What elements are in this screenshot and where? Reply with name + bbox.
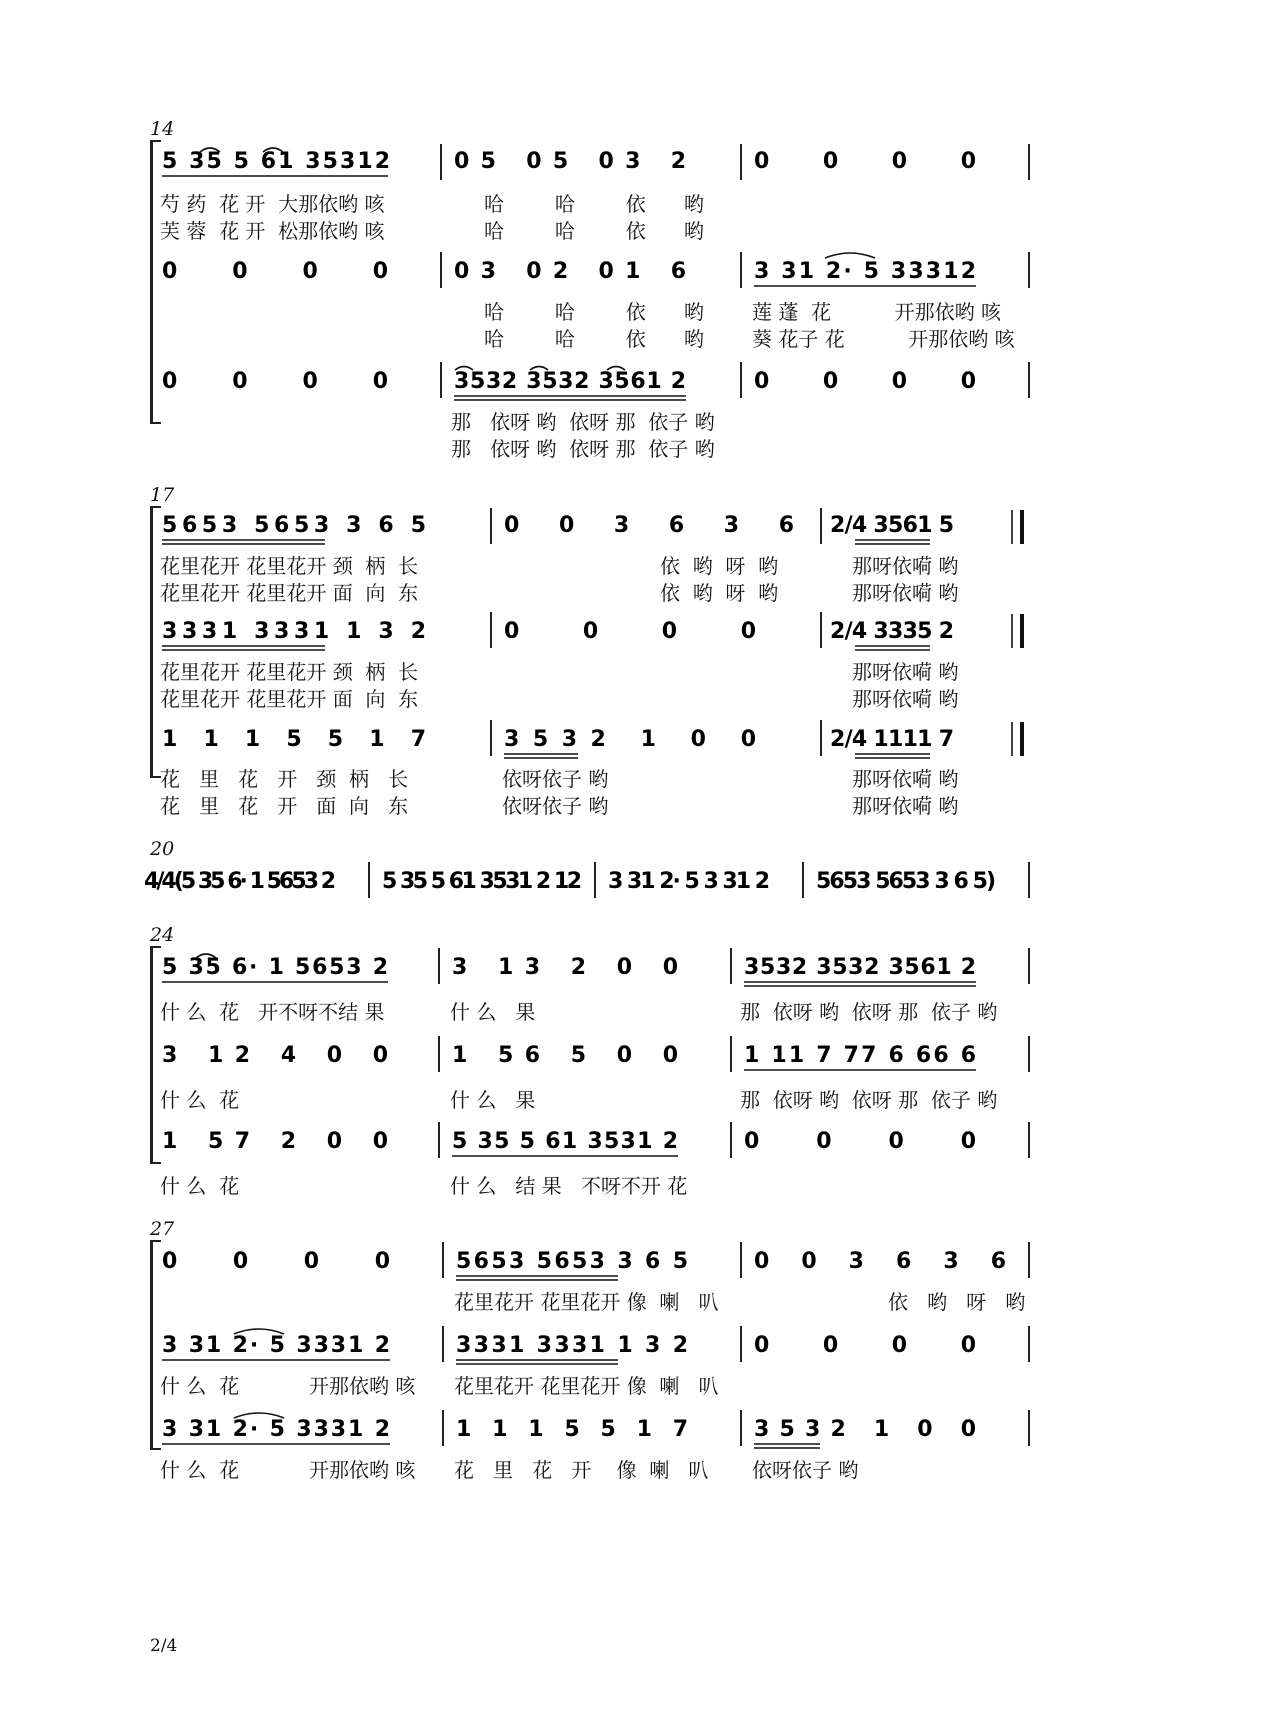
lyric-line: 花 里 花 开 颈 柄 长 xyxy=(160,767,409,791)
note-group: 3532 3532 3561 2 xyxy=(454,369,686,394)
lyric-line: 那呀依嗬 哟 xyxy=(852,660,959,684)
lyric-line: 依 哟 呀 哟 xyxy=(660,554,779,578)
lyric-line: 什 么 果 xyxy=(450,1088,536,1112)
lyric-line: 什 么 花 开那依哟 咳 xyxy=(160,1458,416,1482)
measure-number: 24 xyxy=(150,924,175,946)
notation-row xyxy=(0,838,1272,918)
lyric-line: 依呀依子 哟 xyxy=(752,1458,859,1482)
note-group: 0 0 3 6 3 6 xyxy=(504,513,794,538)
lyric-line: 什 么 花 开那依哟 咳 xyxy=(160,1374,416,1398)
lyric-line: 花 里 花 开 面 向 东 xyxy=(160,794,409,818)
note-group: 3 31 2· 5 3331 2 xyxy=(162,1417,390,1442)
lyric-line: 那呀依嗬 哟 xyxy=(852,794,959,818)
lyric-line: 哈 哈 依 哟 xyxy=(484,192,704,216)
note-group: 5 35 6· 1 5653 2 xyxy=(162,955,388,980)
note-group: 1 1 1 5 5 1 7 xyxy=(162,727,426,752)
notation-row xyxy=(0,118,1272,448)
lyric-line: 莲 蓬 花 开那依哟 咳 xyxy=(752,300,1002,324)
note-group: 3532 1 0 0 xyxy=(754,1417,976,1442)
note-group: 3331 3331 1 3 2 xyxy=(162,619,426,644)
note-group: 4/4(5 35 6· 1 5653 2 xyxy=(144,869,336,894)
lyric-line: 花里花开 花里花开 颈 柄 长 xyxy=(160,554,419,578)
lyric-line: 那呀依嗬 哟 xyxy=(852,687,959,711)
note-group: 0 0 0 0 xyxy=(754,149,976,174)
note-group: 0 0 3 6 3 6 xyxy=(754,1249,1006,1274)
lyric-line: 那呀依嗬 哟 xyxy=(852,554,959,578)
note-group: 03 02 01 6 xyxy=(454,259,686,284)
lyric-line: 葵 花子 花 开那依哟 咳 xyxy=(752,327,1015,351)
lyric-line: 那 依呀 哟 依呀 那 依子 哟 xyxy=(740,1088,998,1112)
note-group: 0 0 0 0 xyxy=(504,619,756,644)
note-group: 3 31 2· 5 33312 xyxy=(754,259,976,284)
note-group: 3 31 2· 5 3331 2 xyxy=(162,1333,390,1358)
lyric-line: 依 哟 呀 哟 xyxy=(888,1290,1026,1314)
lyric-line: 什 么 花 xyxy=(160,1174,240,1198)
lyric-line: 那 依呀 哟 依呀 那 依子 哟 xyxy=(451,437,715,461)
note-group: 2/4 1111 7 xyxy=(830,727,954,752)
lyric-line: 那 依呀 哟 依呀 那 依子 哟 xyxy=(740,1000,998,1024)
note-group: 5653 5653 3 6 5 xyxy=(162,513,426,538)
measure-number: 14 xyxy=(150,118,175,140)
note-group: 5653 5653 3 6 5 xyxy=(456,1249,688,1274)
lyric-line: 什 么 结 果 不呀不开 花 xyxy=(450,1174,688,1198)
note-group: 5 35 5 61 3531 2 xyxy=(452,1129,678,1154)
lyric-line: 哈 哈 依 哟 xyxy=(484,219,704,243)
note-group: 0 0 0 0 xyxy=(744,1129,976,1154)
measure-number: 27 xyxy=(150,1218,175,1240)
lyric-line: 那 依呀 哟 依呀 那 依子 哟 xyxy=(451,410,715,434)
lyric-line: 那呀依嗬 哟 xyxy=(852,581,959,605)
lyric-line: 依 哟 呀 哟 xyxy=(660,581,779,605)
note-group: 1 56 5 0 0 xyxy=(452,1043,678,1068)
note-group: 3532 1 0 0 xyxy=(504,727,756,752)
note-group: 05 05 03 2 xyxy=(454,149,686,174)
note-group: 1 57 2 0 0 xyxy=(162,1129,388,1154)
page-number: 2/4 xyxy=(150,1636,178,1656)
lyric-line: 什 么 花 xyxy=(160,1088,240,1112)
note-group: 3532 3532 3561 2 xyxy=(744,955,976,980)
lyric-line: 花里花开 花里花开 颈 柄 长 xyxy=(160,660,419,684)
lyric-line: 哈 哈 依 哟 xyxy=(484,327,704,351)
lyric-line: 芙 蓉 花 开 松那依哟 咳 xyxy=(160,219,385,243)
lyric-line: 花 里 花 开 像 喇 叭 xyxy=(454,1458,709,1482)
note-group: 5 35 5 61 3531 2 12 xyxy=(382,869,582,894)
note-group: 0 0 0 0 xyxy=(754,369,976,394)
note-group: 2/4 3335 2 xyxy=(830,619,954,644)
note-group: 0 0 0 0 xyxy=(162,1249,390,1274)
lyric-line: 依呀依子 哟 xyxy=(502,767,609,791)
lyric-line: 花里花开 花里花开 面 向 东 xyxy=(160,687,419,711)
note-group: 0 0 0 0 xyxy=(754,1333,976,1358)
note-group: 1 11 7 77 6 66 6 xyxy=(744,1043,976,1068)
lyric-line: 芍 药 花 开 大那依哟 咳 xyxy=(160,192,385,216)
measure-number: 20 xyxy=(150,838,175,860)
note-group: 3 13 2 0 0 xyxy=(452,955,678,980)
note-group: 1 1 1 5 5 1 7 xyxy=(456,1417,688,1442)
note-group: 3 31 2· 5 3 31 2 xyxy=(608,869,770,894)
lyric-line: 什 么 果 xyxy=(450,1000,536,1024)
lyric-line: 花里花开 花里花开 像 喇 叭 xyxy=(454,1290,719,1314)
lyric-line: 哈 哈 依 哟 xyxy=(484,300,704,324)
lyric-line: 依呀依子 哟 xyxy=(502,794,609,818)
lyric-line: 那呀依嗬 哟 xyxy=(852,767,959,791)
note-group: 3 12 4 0 0 xyxy=(162,1043,388,1068)
note-group: 0 0 0 0 xyxy=(162,259,388,284)
note-group: 0 0 0 0 xyxy=(162,369,388,394)
lyric-line: 花里花开 花里花开 面 向 东 xyxy=(160,581,419,605)
measure-number: 17 xyxy=(150,484,175,506)
note-group: 3331 3331 1 3 2 xyxy=(456,1333,688,1358)
note-group: 5 35 5 61 35312 xyxy=(162,149,390,174)
lyric-line: 什 么 花 开不呀不结 果 xyxy=(160,1000,385,1024)
note-group: 2/4 3561 5 xyxy=(830,513,954,538)
lyric-line: 花里花开 花里花开 像 喇 叭 xyxy=(454,1374,719,1398)
note-group: 5653 5653 3 6 5) xyxy=(816,869,996,894)
